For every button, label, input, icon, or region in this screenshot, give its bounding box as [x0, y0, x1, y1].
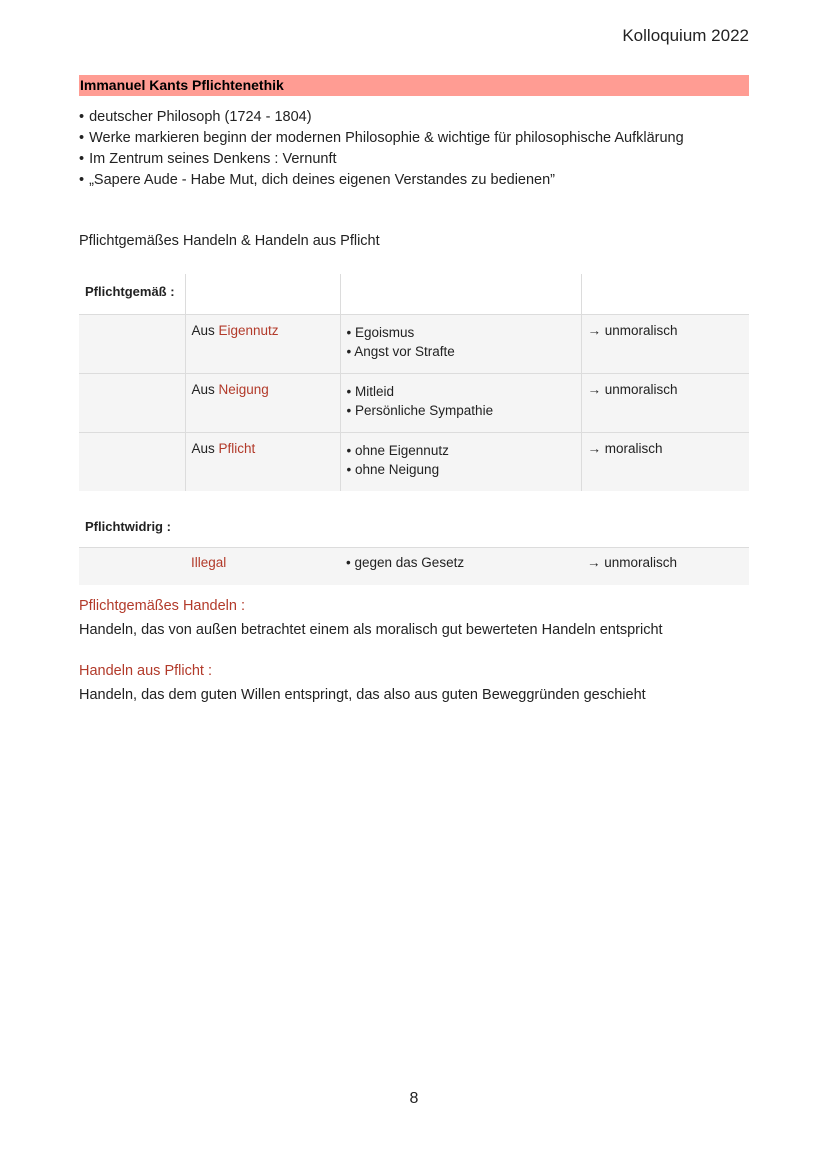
definition-text: Handeln, das von außen betrachtet einem als moralisch gut bewerteten Handeln entspricht	[79, 622, 663, 638]
table-row	[79, 433, 749, 492]
arrow-icon: →	[587, 323, 601, 338]
list-item: • Werke markieren beginn der modernen Philosophie & wichtige für philosophische Aufklärung	[79, 128, 684, 149]
page-header-title: Kolloquium 2022	[622, 26, 749, 45]
list-item: • Im Zentrum seines Denkens : Vernunft	[79, 149, 684, 170]
points-cell: • ohne Eigennutz • ohne Neigung	[340, 433, 581, 492]
result-cell: → unmoralisch	[581, 374, 749, 433]
pflichtgemaess-table	[79, 274, 749, 491]
table-row	[79, 374, 749, 433]
bullet-list	[79, 107, 684, 191]
table-header-row	[79, 509, 749, 548]
motive-cell: Aus Eigennutz	[185, 315, 340, 374]
motive-cell: Aus Pflicht	[185, 433, 340, 492]
table-row	[79, 315, 749, 374]
arrow-icon: →	[587, 441, 601, 456]
arrow-icon: →	[587, 382, 601, 397]
pflichtwidrig-table	[79, 509, 749, 585]
definition-text: Handeln, das dem guten Willen entspringt, das also aus guten Beweggründen geschieht	[79, 687, 646, 703]
points-cell: • Egoismus • Angst vor Strafte	[340, 315, 581, 374]
section-heading-highlight	[79, 75, 749, 96]
table-label: Pflichtwidrig :	[85, 519, 171, 534]
table-header-row	[79, 274, 749, 315]
table-label: Pflichtgemäß :	[85, 284, 175, 299]
definition-term: Pflichtgemäßes Handeln :	[79, 598, 246, 614]
table-row	[79, 548, 749, 586]
motive-cell: Aus Neigung	[185, 374, 340, 433]
points-cell: • gegen das Gesetz	[340, 548, 581, 586]
page-number: 8	[409, 1090, 419, 1107]
arrow-icon: →	[587, 555, 601, 570]
result-cell: → moralisch	[581, 433, 749, 492]
section-heading: Immanuel Kants Pflichtenethik	[80, 77, 284, 93]
points-cell: • Mitleid • Persönliche Sympathie	[340, 374, 581, 433]
definition-term: Handeln aus Pflicht :	[79, 663, 212, 679]
subheading: Pflichtgemäßes Handeln & Handeln aus Pflicht	[79, 233, 380, 249]
list-item: • „Sapere Aude - Habe Mut, dich deines eigenen Verstandes zu bedienen”	[79, 170, 684, 191]
result-cell: → unmoralisch	[581, 548, 749, 586]
motive-cell: Illegal	[185, 548, 340, 586]
result-cell: → unmoralisch	[581, 315, 749, 374]
list-item: • deutscher Philosoph (1724 - 1804)	[79, 107, 684, 128]
